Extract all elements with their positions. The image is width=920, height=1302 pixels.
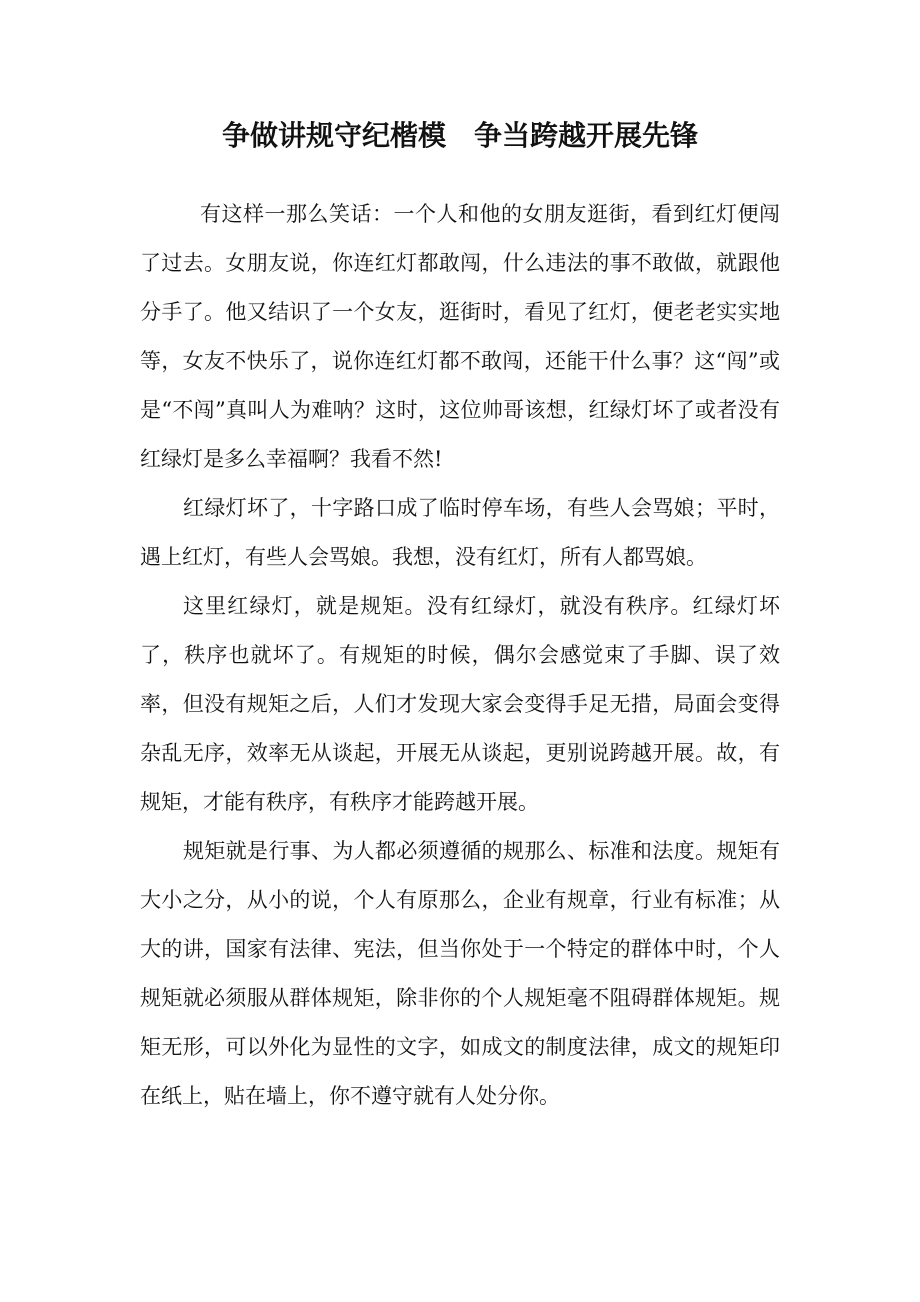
article-body [140,190,780,1121]
paragraph-2: 红绿灯坏了，十字路口成了临时停车场，有些人会骂娘；平时，遇上红灯，有些人会骂娘。我想，没有红灯，所有人都骂娘。 [140,496,780,569]
paragraph-1: 有这样一那么笑话：一个人和他的女朋友逛街，看到红灯便闯了过去。女朋友说，你连红灯都敢闯，什么违法的事不敢做，就跟他分手了。他又结识了一个女友，逛街时，看见了红灯，便老老实实地等，女友不快乐了，说你连红灯都不敢闯，还能干什么事？这“闯”或是“不闯”真叫人为难呐？这时，这位帅哥该想，红绿灯坏了或者没有红绿灯是多么幸福啊？我看不然! [140,202,780,471]
paragraph-3: 这里红绿灯，就是规矩。没有红绿灯，就没有秩序。红绿灯坏了，秩序也就坏了。有规矩的时候，偶尔会感觉束了手脚、误了效率，但没有规矩之后，人们才发现大家会变得手足无措，局面会变得杂乱无序，效率无从谈起，开展无从谈起，更别说跨越开展。故，有规矩，才能有秩序，有秩序才能跨越开展。 [140,594,780,814]
page-title: 争做讲规守纪楷模 争当跨越开展先锋 [221,119,698,152]
paragraph-4: 规矩就是行事、为人都必须遵循的规那么、标准和法度。规矩有大小之分，从小的说，个人有原那么，企业有规章，行业有标准；从大的讲，国家有法律、宪法，但当你处于一个特定的群体中时，个人规矩就必须服从群体规矩，除非你的个人规矩毫不阻碍群体规矩。规矩无形，可以外化为显性的文字，如成文的制度法律，成文的规矩印在纸上，贴在墙上，你不遵守就有人处分你。 [140,839,780,1108]
